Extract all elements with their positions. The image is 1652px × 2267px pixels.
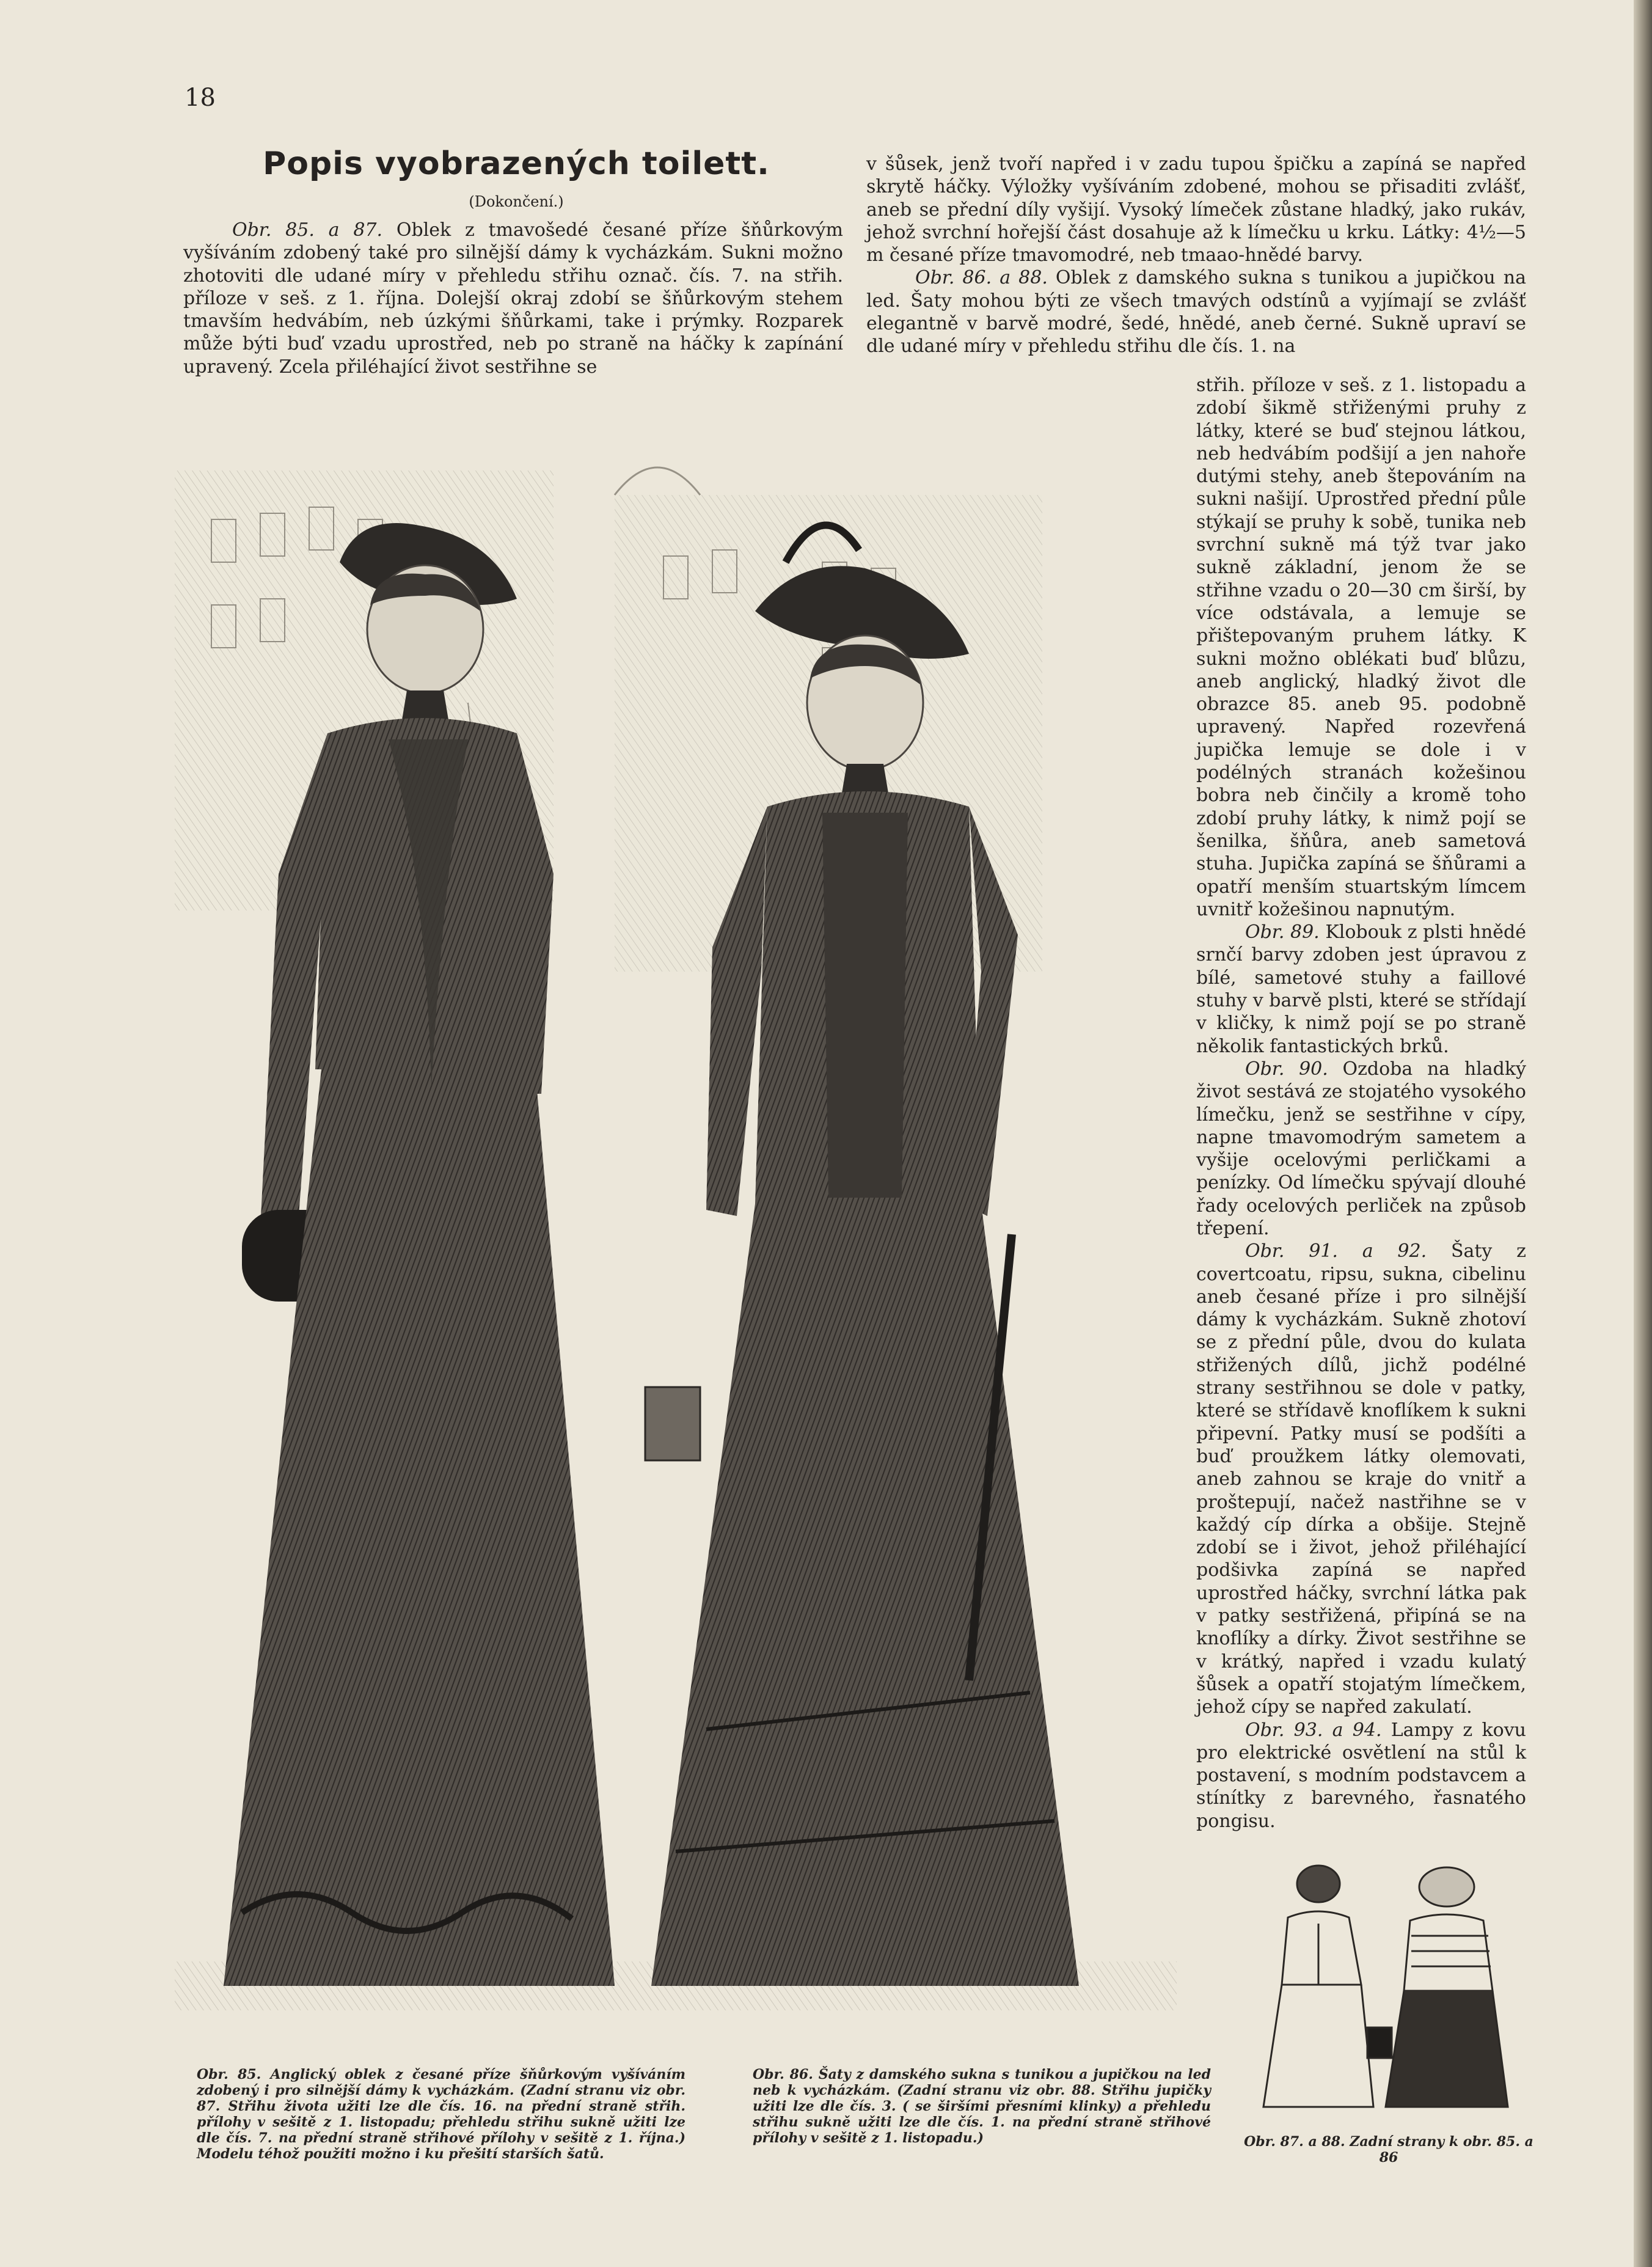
figure-reference: Obr. 85. a 87. <box>232 219 383 241</box>
caption-fig85: Obr. 85. Anglický oblek z česané příze šňůrkovým vyšíváním zdobený i pro silnější dámy k vycházkám. (Zadní stranu viz obr. 87. Střihu života užiti lze dle čís. 16. na přední straně střih. přílohy v sešitě z 1. listopadu; přehledu střihu sukně užiti lze dle čís. 7. na přední straně střihové přílohy v sešitě z 1. října.) Modelu téhož použiti možno i ku přešití starších šatů. <box>197 2067 685 2162</box>
paragraph-fig85 <box>183 219 843 378</box>
article-subtitle: (Dokončení.) <box>469 193 564 210</box>
paragraph-fig93 <box>1196 1719 1526 1833</box>
paragraph-text: Šaty z covertcoatu, ripsu, sukna, cibelinu aneb česané příze i pro silnější dámy k vycházkám. Sukně zhotoví se z přední půle, dvou do kulata střižených dílů, jichž podélné strany sestřihnou se dole v patky, které se střídavě knoflíkem k sukni připevní. Patky musí se podšíti a buď proužkem látky olemovati, aneb zahnou se kraje do vnitř a proštepují, načež nastřihne se v každý cíp dírka a obšije. Stejně zdobí se i život, jehož přiléhající podšivka zapíná se napřed uprostřed háčky, svrchní látka pak v patky sestřižená, připíná se na knoflíky a dírky. Život sestřihne se v krátký, napřed i vzadu kulatý šůsek a opatří stojatým límečkem, jehož cípy se napřed zakulatí. <box>1196 1240 1526 1718</box>
right-column-top <box>866 153 1526 358</box>
paragraph-fig86-continued: střih. příloze v seš. z 1. listopadu a zdobí šikmě střiženými pruhy z látky, které se buď stejnou látkou, neb hedvábím podšijí a jen nahoře dutými stehy, aneb štepováním na sukni našijí. Uprostřed přední půle stýkají se pruhy k sobě, tunika neb svrchní sukně má týž tvar jako sukně základní, jenom že se střihne vzadu o 20—30 cm širší, by více odstávala, a lemuje se přištepovaným pruhem látky. K sukni možno oblékati buď blůzu, aneb anglický, hladký život dle obrazce 85. aneb 95. podobně upravený. Napřed rozevřená jupička lemuje se dole i v podélných stranách kožešinou bobra neb činčily a kromě toho zdobí pruhy látky, k nimž pojí se šenilka, šňůra, aneb sametová stuha. Jupička zapíná se šňůrami a opatří menším stuartským límcem uvnitř kožešinou napnutým. <box>1196 375 1526 920</box>
back-view-figures-sketch <box>1251 1850 1532 2150</box>
paragraph-text: Oblek z tmavošedé česané příze šňůrkovým vyšíváním zdobený také pro silnější dámy k vycházkám. Sukni možno zhotoviti dle udané míry v přehledu střihu označ. čís. 7. na střih. příloze v seš. z 1. října. Dolejší okraj zdobí se šňůrkovým stehem tmavším hedvábím, neb úzkými šňůrkami, take i prýmky. Rozparek může býti buď vzadu uprostřed, neb po straně na háčky k zapínání upravený. Zcela přiléhající život sestřihne se <box>183 219 843 378</box>
paragraph-fig90 <box>1196 1058 1526 1240</box>
caption-fig86: Obr. 86. Šaty z damského sukna s tunikou a jupičkou na led neb k vycházkám. (Zadní stranu viz obr. 88. Střihu jupičky užiti lze dle čís. 3. ( se širšími přesními klinky) a přehledu střihu sukně užiti lze dle čís. 1. na přední straně střihové přílohy v sešitě z 1. listopadu.) <box>753 2067 1211 2146</box>
caption-fig87-88: Obr. 87. a 88. Zadní strany k obr. 85. a 86 <box>1244 2134 1533 2166</box>
paragraph-fig91 <box>1196 1240 1526 1718</box>
figure-reference: Obr. 93. a 94. <box>1245 1719 1382 1741</box>
page-spine-edge <box>1634 0 1652 2267</box>
fashion-engraving-illustration <box>175 446 1177 2029</box>
paragraph-text: Oblek z damského sukna s tunikou a jupičkou na led. Šaty mohou býti ze všech tmavých odstínů a vyjímají se zvlášť elegantně v barvě modré, šedé, hnědé, aneb černé. Sukně upraví se dle udané míry v přehledu střihu dle čís. 1. na <box>866 267 1526 357</box>
paragraph-fig86 <box>866 266 1526 357</box>
figure-reference: Obr. 91. a 92. <box>1245 1240 1427 1262</box>
left-column <box>183 219 843 378</box>
figure-reference: Obr. 90. <box>1245 1058 1328 1080</box>
page-number: 18 <box>185 84 216 112</box>
paragraph-fig89 <box>1196 921 1526 1058</box>
paragraph-text: Ozdoba na hladký život sestává ze stojatého vysokého límečku, jenž se sestřihne v cípy, napne tmavomodrým sametem a vyšije ocelovými perličkami a penízky. Od límečku spývají dlouhé řady ocelových perliček na způsob třepení. <box>1196 1058 1526 1239</box>
paragraph-text: Lampy z kovu pro elektrické osvětlení na stůl k postavení, s modním podstavcem a stínítky z barevného, řasnatého pongisu. <box>1196 1719 1526 1832</box>
right-column-narrow <box>1196 374 1526 1833</box>
paragraph-text: Klobouk z plsti hnědé srnčí barvy zdoben jest úpravou z bílé, sametové stuhy a faillové stuhy v barvě plsti, které se střídají v kličky, k nimž pojí se po straně několik fantastických brků. <box>1196 921 1526 1057</box>
figure-reference: Obr. 86. a 88. <box>915 267 1048 289</box>
article-title: Popis vyobrazených toilett. <box>263 145 770 182</box>
paragraph-continuation: v šůsek, jenž tvoří napřed i v zadu tupou špičku a zapíná se napřed skrytě háčky. Výložky vyšíváním zdobené, mohou se přisaditi zvlášť, aneb se přední díly vyšijí. Vysoký límeček zůstane hladký, jako rukáv, jehož svrchní hořejší část dosahuje až k límečku u krku. Látky: 4½—5 m česané příze tmavomodré, neb tmaao-hnědé barvy. <box>866 153 1526 266</box>
figure-reference: Obr. 89. <box>1245 921 1320 943</box>
